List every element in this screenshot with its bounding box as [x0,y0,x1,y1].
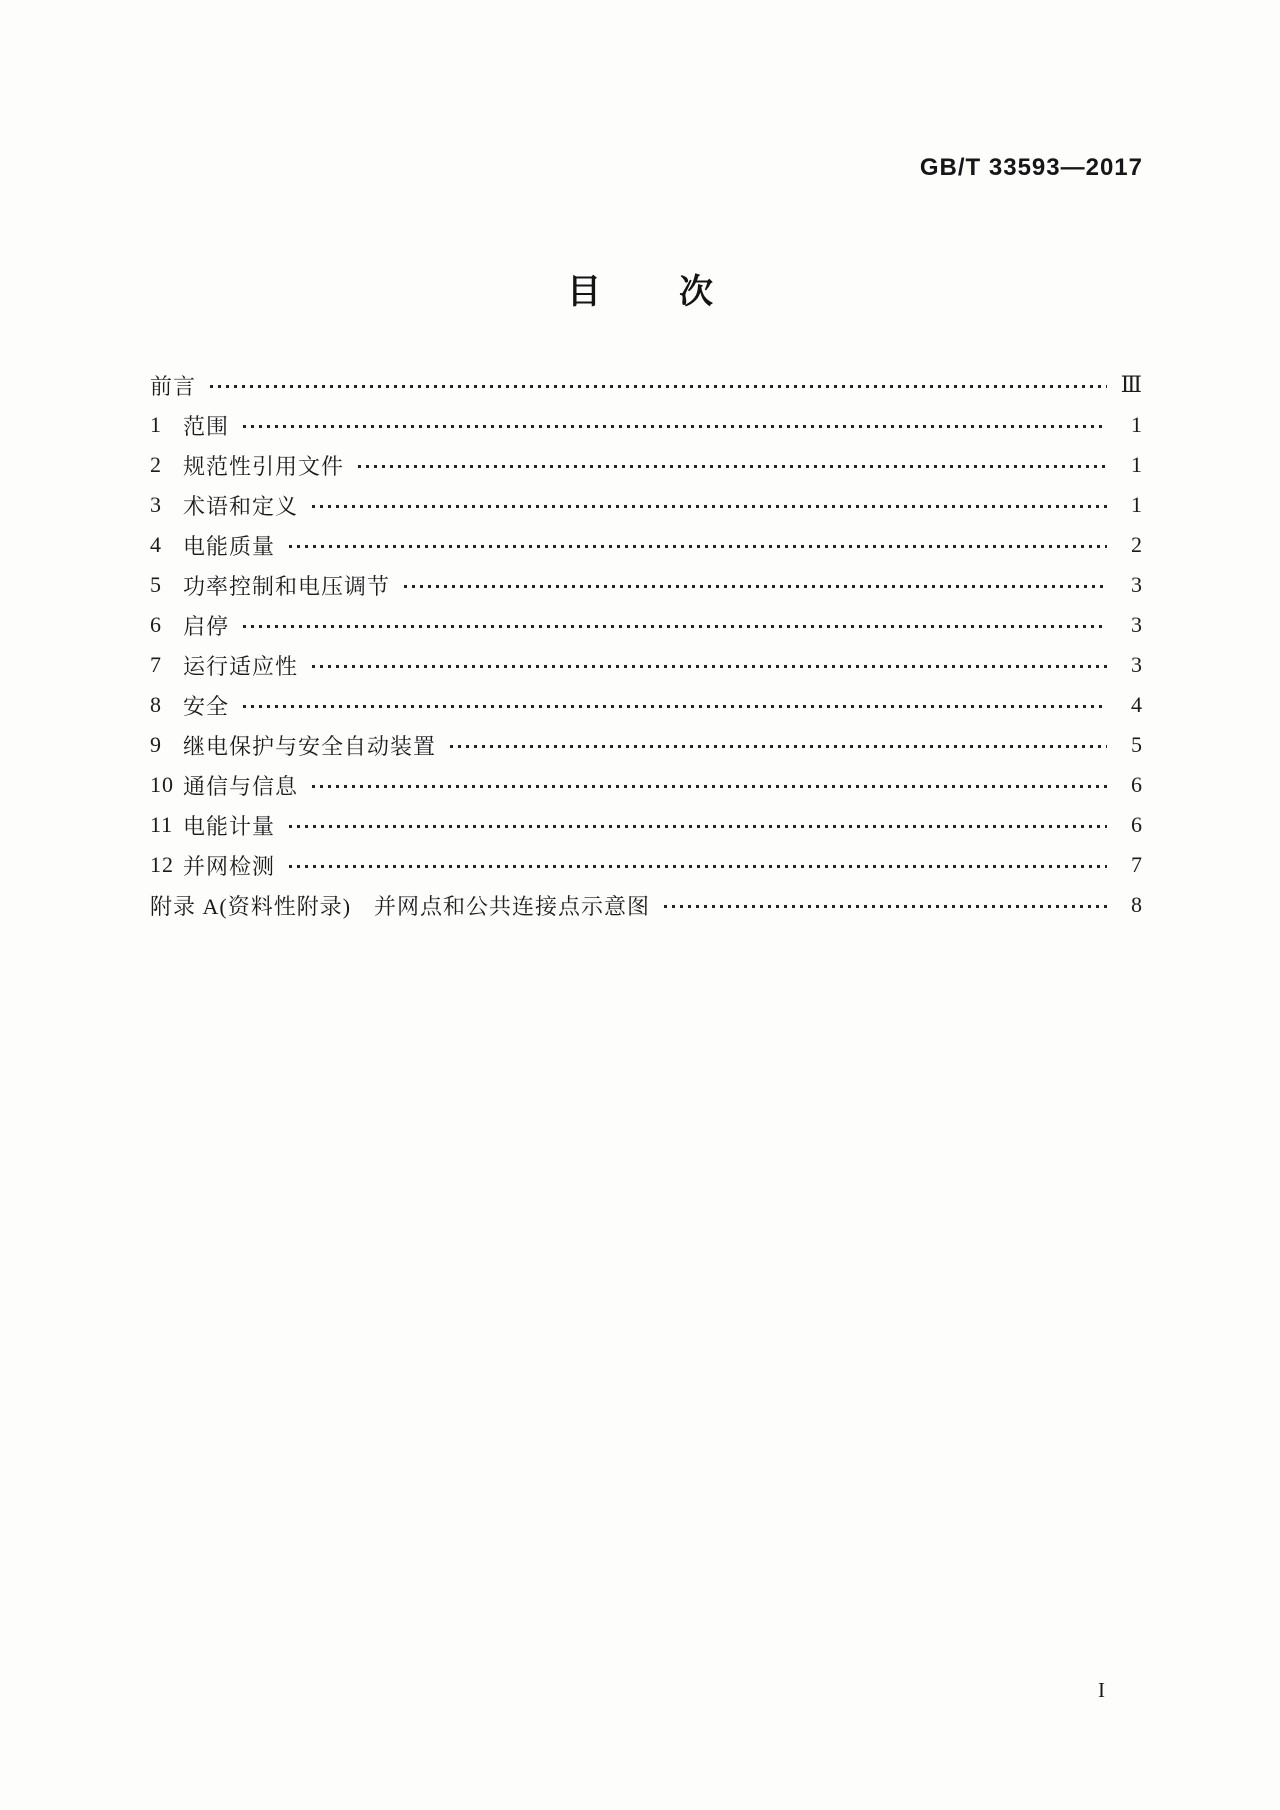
toc-entry-label: 启停 [183,613,230,639]
dot-leader [664,905,1107,908]
toc-entry-number: 12 [150,852,174,877]
toc-entry-page: 2 [1131,532,1143,557]
footer-page-number: I [1098,1678,1105,1702]
toc-entry-number: 10 [150,772,174,797]
toc-entry-number: 7 [150,652,162,677]
toc-entry-page: 1 [1131,452,1143,477]
dot-leader [404,585,1107,588]
toc-entry-page: 1 [1131,412,1143,437]
toc-entry [150,565,1143,605]
dot-leader [243,705,1107,708]
toc-entry-number: 9 [150,732,162,757]
toc-entry-page: 6 [1131,772,1143,797]
toc-entry-label: 电能质量 [183,533,276,559]
toc-entry-page: Ⅲ [1120,372,1143,397]
dot-leader [243,425,1107,428]
dot-leader [312,665,1107,668]
toc-entry-label: 并网检测 [183,853,276,879]
toc-entry-label: 规范性引用文件 [183,453,345,479]
toc-entry-label: 范围 [183,413,230,439]
toc-entry-label: 通信与信息 [183,773,299,799]
toc-entry-page: 3 [1131,572,1143,597]
toc-entry [150,485,1143,525]
toc-entry-number: 1 [150,412,162,437]
toc-entry [150,645,1143,685]
dot-leader [289,865,1107,868]
toc-entry-number: 4 [150,532,162,557]
toc-entry-page: 5 [1131,732,1143,757]
toc-entry-number: 8 [150,692,162,717]
toc-entry-page: 4 [1131,692,1143,717]
toc-entry-label: 安全 [183,693,230,719]
toc-entry-page: 6 [1131,812,1143,837]
toc-entry [150,765,1143,805]
toc-entry-label: 前言 [150,373,197,399]
toc-entry-label: 附录 A(资料性附录) 并网点和公共连接点示意图 [150,893,651,919]
toc-entry-label: 术语和定义 [183,493,299,519]
dot-leader [210,385,1107,388]
dot-leader [289,825,1107,828]
dot-leader [312,505,1107,508]
toc-entry-page: 7 [1131,852,1143,877]
standard-number: GB/T 33593—2017 [919,154,1143,181]
toc-entry-number: 5 [150,572,162,597]
toc-entry [150,445,1143,485]
toc-entry-page: 3 [1131,612,1143,637]
toc-entry [150,365,1143,405]
toc-entry-label: 电能计量 [183,813,276,839]
page-title-char-right: 次 [679,273,713,311]
toc-entry [150,525,1143,565]
toc-entry [150,885,1143,925]
toc-entry-number: 2 [150,452,162,477]
toc-list [150,365,1143,925]
toc-entry [150,845,1143,885]
toc-entry-page: 3 [1131,652,1143,677]
toc-entry-number: 3 [150,492,162,517]
page-title [0,264,1280,313]
page-title-char-left: 目 [567,273,601,311]
toc-entry-page: 1 [1131,492,1143,517]
toc-entry-number: 6 [150,612,162,637]
toc-entry [150,725,1143,765]
toc-entry-label: 运行适应性 [183,653,299,679]
toc-entry-label: 功率控制和电压调节 [183,573,391,599]
toc-entry-page: 8 [1131,892,1143,917]
dot-leader [358,465,1107,468]
toc-entry-label: 继电保护与安全自动装置 [183,733,437,759]
dot-leader [243,625,1107,628]
toc-entry [150,605,1143,645]
dot-leader [312,785,1107,788]
toc-entry [150,405,1143,445]
toc-entry-number: 11 [150,812,174,837]
dot-leader [289,545,1107,548]
dot-leader [450,745,1107,748]
toc-entry [150,805,1143,845]
toc-entry [150,685,1143,725]
